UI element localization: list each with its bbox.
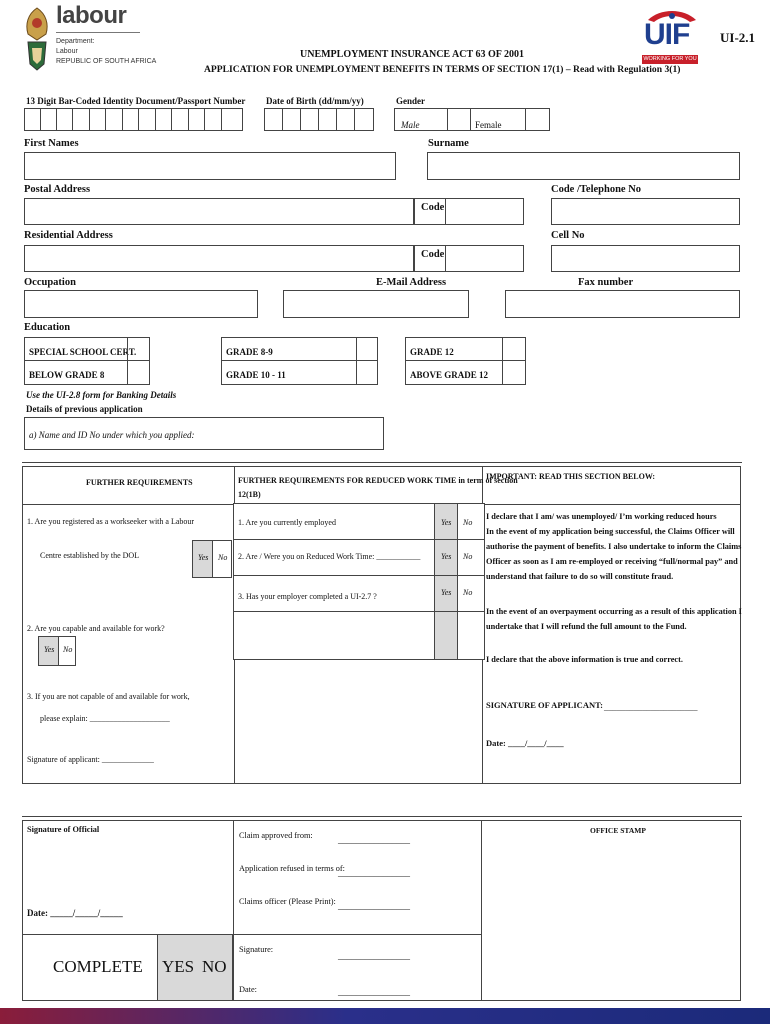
uif-wordmark: UIF [644,18,690,51]
id-number-label: 13 Digit Bar-Coded Identity Document/Passport Number [26,96,246,106]
q3-line2[interactable]: please explain: ____________________ [40,714,170,723]
q2-no[interactable]: No [63,645,73,654]
residential-address-field[interactable] [24,245,414,272]
complete-yes[interactable]: YES [162,957,195,976]
gender-field [394,108,550,131]
edu-below-grade8[interactable]: BELOW GRADE 8 [24,361,150,385]
previous-application-label: Details of previous application [26,404,143,414]
applicant-date[interactable]: Date: ____/____/____ [486,738,564,748]
office-signature-label: Signature: [239,945,274,954]
rw1-yes[interactable]: Yes [441,518,452,527]
complete-label: COMPLETE [53,957,143,976]
surname-label: Surname [428,138,469,149]
edu-special-school[interactable]: SPECIAL SCHOOL CERT. [24,337,150,361]
first-names-label: First Names [24,138,79,149]
office-date-line[interactable]: ________________ [338,987,410,997]
cell-no-label: Cell No [551,230,585,241]
department-brand: labour [56,2,127,29]
q1-line2: Centre established by the DOL [40,551,140,560]
rw2-no[interactable]: No [463,552,473,561]
fax-field[interactable] [505,290,740,318]
office-date-label: Date: [239,985,257,994]
id-number-field[interactable] [24,108,243,131]
brand-underline [56,32,140,33]
rw1-label: 1. Are you currently employed [238,518,336,527]
col1-header: FURTHER REQUIREMENTS [86,478,193,487]
residential-code-box[interactable] [414,245,524,272]
uif-tagline: WORKING FOR YOU [643,56,697,62]
cell-no-field[interactable] [551,245,740,272]
q2-yes[interactable]: Yes [44,645,55,654]
rw3-label: 3. Has your employer completed a UI-2.7 ? [238,592,377,601]
office-stamp-label: OFFICE STAMP [590,826,646,835]
fax-label: Fax number [578,277,634,288]
dept-line-1: Department: [56,38,95,45]
claims-officer-line[interactable]: ________________ [338,901,410,911]
complete-no[interactable]: NO [202,957,227,976]
col3-header: IMPORTANT: READ THIS SECTION BELOW: [486,472,656,481]
signature-of-applicant-line[interactable]: ______________________ [604,702,698,712]
form-code: UI-2.1 [720,30,756,45]
rw2-label[interactable]: 2. Are / Were you on Reduced Work Time: ___________ [238,552,421,561]
postal-code-label: Code [421,202,445,213]
rw3-yes[interactable]: Yes [441,588,452,597]
q1-line1: 1. Are you registered as a workseeker with a Labour [27,517,195,526]
office-signature-line[interactable]: ________________ [338,951,410,961]
gender-female-box[interactable] [525,109,550,130]
surname-field[interactable] [427,152,740,180]
postal-address-label: Postal Address [24,184,91,195]
previous-application-field[interactable]: a) Name and ID No under which you applied: [24,417,384,450]
uif-logo [642,6,702,66]
app-refused-label: Application refused in terms of: [239,864,345,873]
q1-yes-no [192,540,232,578]
gender-female-label: Female [475,120,502,130]
section-divider [22,462,742,463]
dob-field[interactable] [264,108,374,131]
gender-male-box[interactable] [447,109,471,130]
postal-code-box[interactable] [414,198,524,225]
col2-header-line2: 12(1B) [238,490,261,499]
edu-grade10-11[interactable]: GRADE 10 - 11 [221,361,378,385]
edu-grade12[interactable]: GRADE 12 [405,337,526,361]
occupation-field[interactable] [24,290,258,318]
q2-yes-no [38,636,76,666]
rw1-no[interactable]: No [463,518,473,527]
occupation-label: Occupation [24,277,76,288]
col2-header-line1: FURTHER REQUIREMENTS FOR REDUCED WORK TIME in term of section [238,476,518,485]
signature-of-applicant-label: SIGNATURE OF APPLICANT: [486,700,603,710]
rw3-no[interactable]: No [463,588,473,597]
residential-code-label: Code [421,249,445,260]
email-label: E-Mail Address [376,277,447,288]
first-names-field[interactable] [24,152,396,180]
department-logo [22,2,157,78]
claim-approved-label: Claim approved from: [239,831,313,840]
coat-of-arms-icon [22,6,52,76]
postal-address-field[interactable] [24,198,414,225]
office-divider [22,816,742,817]
app-refused-line[interactable]: ________________ [338,868,410,878]
bottom-color-bar [0,1008,770,1024]
q2-label: 2. Are you capable and available for work? [27,624,165,633]
gender-label: Gender [396,96,425,106]
claim-approved-line[interactable]: ________________ [338,835,410,845]
official-date[interactable]: Date: _____/_____/_____ [27,908,123,918]
dept-line-2: Labour [56,48,78,55]
complete-block [22,934,233,1001]
q3-line1: 3. If you are not capable of and available for work, [27,692,190,701]
q1-no[interactable]: No [218,553,228,562]
code-telephone-label: Code /Telephone No [551,184,642,195]
email-field[interactable] [283,290,469,318]
dob-label: Date of Birth (dd/mm/yy) [266,96,364,106]
telephone-field[interactable] [551,198,740,225]
education-label: Education [24,322,71,333]
left-signature-of-applicant[interactable]: Signature of applicant: _____________ [27,755,154,764]
office-row-divider [233,934,481,935]
signature-of-official-label: Signature of Official [27,825,100,834]
residential-address-label: Residential Address [24,230,113,241]
dept-line-3: REPUBLIC OF SOUTH AFRICA [56,58,157,65]
q1-yes[interactable]: Yes [198,553,209,562]
rw2-yes[interactable]: Yes [441,552,452,561]
form-title-line-2: APPLICATION FOR UNEMPLOYMENT BENEFITS IN TERMS OF SECTION 17(1) – Read with Regulation 3(1) [204,64,681,75]
banking-note: Use the UI-2.8 form for Banking Details [26,390,177,400]
claims-officer-label: Claims officer (Please Print): [239,897,336,906]
edu-above-grade12[interactable]: ABOVE GRADE 12 [405,361,526,385]
gender-male-label: Male [401,120,420,130]
form-title-line-1: UNEMPLOYMENT INSURANCE ACT 63 OF 2001 [300,49,524,60]
edu-grade8-9[interactable]: GRADE 8-9 [221,337,378,361]
